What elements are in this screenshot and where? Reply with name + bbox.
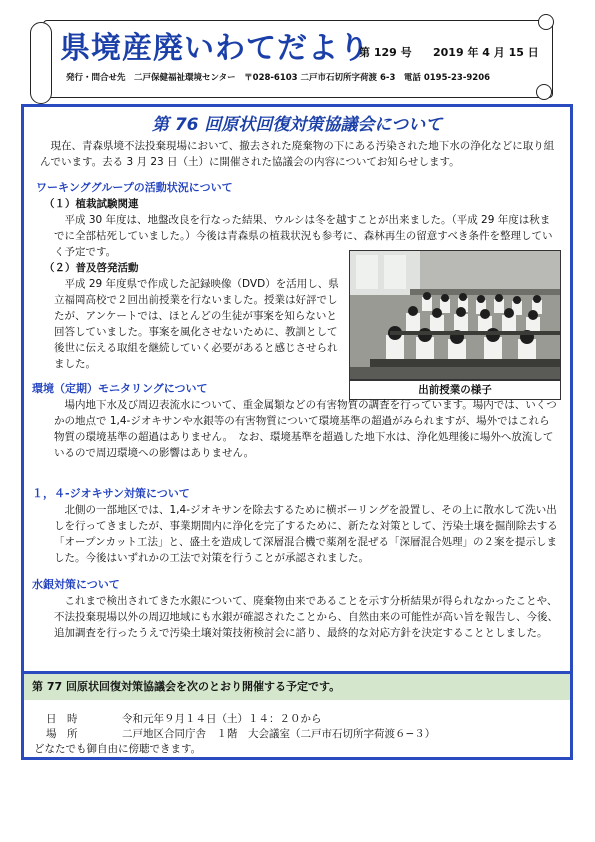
section-heading-working-group: ワーキンググループの活動状況について [36, 181, 233, 194]
meeting-date-row [46, 711, 322, 727]
section-heading-mercury: 水銀対策について [32, 578, 120, 591]
paragraph-mercury: これまで検出されてきた水銀について、廃棄物由来であることを示す分析結果が得られなかったことや、不法投棄現場以外の周辺地域にも水銀が確認されたことから、自然由来の可能性が高い旨を報告し、今後、追加調査を行ったうえで汚染土壌対策技術検討会に諮り、最終的な対応方針を決定することとしました。 [54, 595, 558, 639]
meeting-venue-label: 場 所 [46, 728, 78, 740]
scroll-curl-left [30, 22, 52, 104]
subheading-outreach: （２）普及啓発活動 [44, 262, 139, 274]
newsletter-title: 県境産廃いわてだより [60, 31, 370, 66]
scroll-curl-right-bottom [536, 84, 552, 100]
paragraph-dioxane: 北側の一部地区では、1,4-ジオキサンを除去するために横ボーリングを設置し、その上に散水して洗い出しを行ってきましたが、事業期間内に浄化を完了するために、新たな対策として、汚染土壌を掘削除去する「オープンカット工法」と、盛土を造成して深層混合機で薬剤を混ぜる「深層混合処理」の２案を提示しました。今後はいずれかの工法で対策を行うことが承認されました。 [54, 504, 558, 564]
paragraph-monitoring: 場内地下水及び周辺表流水について、重金属類などの有害物質の調査を行っています。場内では、いくつかの地点で 1,4-ジオキサンや水銀等の有害物質について環境基準の超過がみられますが、場外ではこれら物質の環境基準の超過はありません。 なお、環境基準を超過した地下水は、浄化処理後に場外へ放流しているので周辺環境への影響はありません。 [54, 399, 557, 459]
classroom-photo-illustration [350, 251, 561, 380]
article-heading: 第 76 回原状回復対策協議会について [151, 115, 443, 135]
subheading-planting: （１）植栽試験関連 [44, 198, 139, 210]
meeting-venue-value: 二戸地区合同庁舎 １階 大会議室（二戸市石切所字荷渡６−３） [122, 728, 436, 740]
next-meeting-heading: 第 77 回原状回復対策協議会を次のとおり開催する予定です。 [32, 680, 341, 693]
section-heading-dioxane: １，４-ジオキサン対策について [32, 487, 190, 500]
issue-date: 2019 年 4 月 15 日 [433, 46, 539, 59]
photo-caption: 出前授業の様子 [349, 380, 561, 400]
publisher-line: 発行・問合せ先 二戸保健福祉環境センター 〒028-6103 二戸市石切所字荷渡 6-3 電話 0195-23-9206 [66, 73, 491, 83]
issue-number: 第 129 号 [359, 46, 412, 59]
intro-paragraph: 現在、青森県境不法投棄現場において、撤去された廃棄物の下にある汚染された地下水の浄化などに取り組んでいます。去る 3 月 23 日（土）に開催された協議会の内容についてお知らせします。 [40, 140, 555, 168]
meeting-date-value: 令和元年９月１４日（土）１４：２０から [122, 713, 322, 725]
paragraph-outreach: 平成 29 年度県で作成した記録映像（DVD）を活用し、県立福岡高校で２回出前授業を行ないました。授業は好評でしたが、アンケートでは、ほとんどの生徒が事案を知らないと回答していました。事案を風化させないために、教訓として後世に伝える取組を継続していく必要があると感じさせられました。 [54, 278, 339, 370]
section-heading-monitoring: 環境（定期）モニタリングについて [32, 382, 208, 395]
meeting-date-label: 日 時 [46, 713, 78, 725]
paragraph-planting: 平成 30 年度は、地盤改良を行なった結果、ウルシは冬を越すことが出来ました。（平成 29 年度は秋までに全部枯死していました。）今後は青森県の植栽状況も参考に、森林再生の留意すべき条件を整理していく予定です。 [54, 214, 553, 258]
meeting-venue-row [46, 726, 435, 742]
meeting-welcome-note: どなたでも御自由に傍聴できます。 [34, 743, 202, 755]
scroll-curl-right-top [538, 14, 554, 30]
classroom-photo-figure [349, 250, 561, 402]
classroom-photo [349, 250, 561, 380]
